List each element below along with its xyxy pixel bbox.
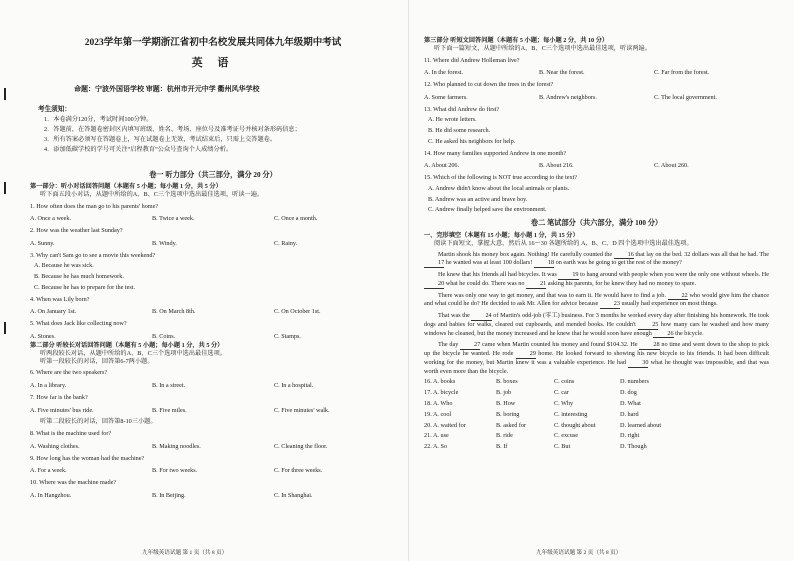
answer-option: C. For three weeks. [273,467,323,475]
cloze-blank: 30 [628,359,648,368]
option-row [30,467,396,475]
cloze-option: C. coins [554,378,575,386]
authors-line: 命题：宁波外国语学校 审题：杭州市开元中学 衢州风华学校 [74,85,260,93]
page-left [30,0,396,561]
answer-option: A. Once a week. [30,215,72,223]
cloze-options [424,378,769,451]
section-heading: 第一部分：听小对话回答问题（本题有 5 小题；每小题 1 分，共 5 分） [30,183,222,190]
option-row [30,492,396,500]
cloze-blank: 29 [516,350,536,359]
cloze-option: D. learned about [620,421,662,429]
cloze-blank: 19 [558,271,578,280]
page-footer: 九年级英语试题 第 1 页（共 8 页） [142,550,228,556]
section-instruction: 听下面一篇短文，从题中所给的A、B、C三个选项中选出最佳选项，听读两遍。 [434,44,651,52]
answer-option: C. In Shanghai. [273,491,313,499]
answer-option: A. Washing clothes. [30,442,80,450]
section-instruction: 听两段较长对话，从题中所给的A、B、C三个选项中选出最佳选项。 [40,349,226,357]
cloze-blank: 16 [614,251,634,260]
option-row [30,333,396,341]
cloze-option: B. boring [496,410,520,418]
question-text: 1. How often does the man go to his parents' home? [30,202,159,210]
question-list [424,57,769,215]
answer-option: B. On March 8th. [151,308,196,316]
answer-option: C. In a hospital. [273,382,314,389]
notice-item: 2．答题前，在答题卷密封区内填写班级、姓名、考场、座位号及准考证号并核对条形码信息； [44,125,301,133]
answer-option: B. Andrew was an active and brave boy. [428,195,528,203]
binding-mark [4,322,6,334]
passage-text: no time and went down to the shop to pick up the bicycle he wanted. He rode [424,341,770,357]
binding-mark [4,182,6,194]
section-instruction: 听下面五段小对话，从题中所给的A、B、C三个选项中选出最佳选项，听读一遍。 [40,190,264,198]
cloze-option: D. numbers [620,378,649,386]
notice-item: 3．所有答案必须写在答题卷上，写在试题卷上无效，考试结束后，只需上交答题卷。 [44,135,277,143]
answer-option: A. Some farmers. [424,93,468,101]
passage-text: The day [438,341,461,349]
question-text: 5. What does Jack like collecting now? [30,320,127,327]
listening-part-1 [30,183,396,341]
passage-paragraph [424,292,769,310]
section-heading: 一、完形填空（本题有 15 小题；每小题 1 分，共 15 分） [424,232,579,239]
cloze-blank: 17 [424,259,444,268]
page-fold [408,0,409,561]
passage-paragraph [424,271,769,289]
answer-option: B. Twice a week. [151,215,195,223]
passage-text: home. He looked forward to showing his new bicycle to his friends. It had been difficult working for the money, but Martin knew it was a valuable experience. He had [424,350,770,366]
answer-option: A. He wrote letters. [428,116,477,124]
volume-one-title: 卷一 听力部分（共三部分，满分 20 分） [149,171,277,179]
passage-text: of Martin's odd-job (零工) business. For 3 months he worked every day after finishing his homework. He took dogs and babies for walks, cleared out cupboards, and mended books. He couldn't [424,312,769,328]
cloze-option: 17. A. bicycle [424,389,459,397]
question-text: 2. How was the weather last Sunday? [30,227,123,234]
section-instruction: 听第一段较长的对话，回答第6-7两小题。 [40,357,154,365]
answer-option: A. Because he was sick. [34,262,94,270]
answer-option: C. Because he has to prepare for the test. [34,283,136,291]
passage-text: asking his parents, for he knew they had no money to spare. [546,279,697,287]
cloze-option: C. excuse [554,432,579,440]
passage-text: that lay on the bed. 32 dollars was all that he had. The [633,250,769,258]
cloze-option: C. Why [554,399,574,407]
cloze-option: B. ride [496,432,513,440]
cloze-passage [424,251,769,376]
question-text: 4. When was Lily born? [30,295,90,303]
page-footer: 九年级英语试题 第 2 页（共 8 页） [536,550,622,556]
cloze-option: D. hard [620,410,639,418]
passage-text: to hang around with people when you were the only one without wheels. He [578,271,769,278]
option-row [30,443,396,451]
binding-mark [4,88,6,100]
cloze-option: C. car [554,389,569,397]
cloze-option: D. Though [620,443,647,451]
cloze-blank: 23 [600,300,620,309]
answer-option: B. Coins. [151,332,176,340]
cloze-option: B. If [496,443,508,451]
cloze-blank: 20 [424,280,444,289]
option-row [30,215,396,223]
answer-option: A. On January 1st. [30,308,77,316]
page-right [424,0,769,561]
answer-option: C. Cleaning the floor. [273,442,328,450]
notice-list [44,116,394,156]
option-stack [30,262,396,291]
answer-option: B. Andrew's neighbors. [538,93,597,101]
answer-option: A. Five minutes' bus ride. [30,406,94,414]
question-text: 10. Where was the machine made? [30,479,117,486]
cloze-blank: 27 [460,341,480,350]
cloze-blank: 26 [653,330,673,339]
question-list [30,430,396,500]
answer-option: A. Stones. [30,332,56,340]
question-text: 7. How far is the bank? [30,393,88,401]
answer-option: A. In Hangzhou. [30,491,72,499]
answer-option: C. The local government. [653,93,717,101]
cloze-blank: 21 [526,280,546,289]
option-row [30,382,396,390]
notice-title: 考生须知： [38,106,71,113]
question-list [30,369,396,414]
cloze-section [424,232,769,451]
answer-option: B. For two weeks. [151,467,198,475]
answer-option: A. Andrew didn't know about the local animals or plants. [428,184,570,192]
answer-option: C. Once a month. [273,215,318,223]
passage-text: who would give him the chance and what could he do? He decided to ask Mr. Allen for advice because [424,291,769,308]
option-row [30,407,396,415]
section-heading: 第二部分 听较长对话回答问题（本题有 5 小题；每小题 1 分，共 5 分） [30,342,224,349]
option-stack [424,116,769,145]
option-row [424,94,769,102]
passage-text: he wanted was at least 100 dollars! [444,259,534,267]
listening-part-2 [30,342,396,500]
question-text: 14. How many families supported Andrew in one month? [424,149,567,157]
answer-option: C. Far from the forest. [653,69,710,77]
question-text: 13. What did Andrew do first? [424,105,500,113]
exam-title: 2023学年第一学期浙江省初中名校发展共同体九年级期中考试 [84,38,342,48]
answer-option: B. Near the forest. [538,69,585,77]
question-list [30,203,396,341]
passage-text: how many cars he washed and how many windows he cleaned, but the money increased and he knew that he would soon have enough [424,320,769,337]
answer-option: A. In the forest. [424,69,464,77]
question-text: 12. Who planned to cut down the trees in the forest? [424,81,554,88]
passage-text: He knew that his friends all had bicycles. It was [438,271,559,278]
answer-option: A. In a library. [30,382,67,389]
passage-text: Martin shook his money box again. Nothing! He carefully counted the [438,250,614,258]
question-text: 6. Where are the two speakers? [30,369,108,377]
cloze-option: 21. A. use [424,432,449,440]
cloze-option: 20. A. waited for [424,421,466,429]
subject-title: 英 语 [191,57,235,69]
cloze-blank: 18 [534,259,554,268]
cloze-option: B. job [496,389,512,397]
question-text: 11. Where did Andrew Holleman live? [424,56,520,64]
cloze-option: B. asked for [496,421,527,429]
listening-part-3 [424,37,769,214]
answer-option: B. In a street. [151,382,186,389]
cloze-option: D. right [620,432,640,440]
notice-item: 1．本卷满分120分，考试时间100分钟。 [44,116,153,123]
question-text: 8. What is the machine used for? [30,430,112,437]
cloze-option: D. What [620,399,641,407]
cloze-option: 18. A. Who [424,399,453,407]
section-heading: 第三部分 听短文回答问题（本题有 5 小题；每小题 2 分，共 10 分） [424,37,609,44]
option-row [424,162,769,170]
cloze-blank: 25 [638,321,658,330]
answer-option: A. For a week. [30,467,67,475]
cloze-blank: 24 [471,312,491,321]
answer-option: C. He asked his neighbors for help. [428,137,516,145]
option-stack [424,185,769,214]
passage-text: That was the [438,312,472,319]
answer-option: C. Rainy. [273,239,298,247]
cloze-option: C. But [554,443,571,451]
cloze-option: B. How [496,399,516,407]
volume-two-title: 卷二 笔试部分（共六部分，满分 100 分） [530,219,663,227]
passage-paragraph [424,312,769,338]
answer-option: A. About 206. [424,162,460,170]
answer-option: B. Five miles. [151,406,187,414]
passage-text: on earth was he going to get the rest of the money? [554,259,682,267]
answer-option: B. Making noodles. [151,442,201,450]
question-text: 15. Which of the following is NOT true according to the text? [424,174,578,181]
answer-option: B. In Beijing. [151,491,186,499]
answer-option: B. Windy. [151,239,177,247]
passage-paragraph [424,341,769,375]
passage-text: came when Martin counted his money and found $104.32. He [480,341,640,349]
cloze-option: 16. A. books [424,378,456,386]
answer-option: A. Sunny. [30,239,55,247]
passage-text: what he thought was impossible, and that was worth even more than the bicycle. [424,358,769,375]
answer-option: C. Five minutes' walk. [273,406,330,414]
section-instruction: 阅读下面短文，掌握大意，然后从 16～30 各题所给的 A、B、C、D 四个选项中选出最佳选项。 [434,239,693,247]
passage-text: There was only one way to get money, and that was to earn it. He would have to find a job. [438,291,668,299]
answer-option: B. About 216. [538,162,574,170]
answer-option: B. Because he has much homework. [34,273,124,280]
question-text: 9. How long has the woman had the machine? [30,454,145,462]
passage-text: usually had experience on most things. [619,300,718,308]
passage-text: the bicycle. [673,329,704,337]
cloze-option: C. interesting [554,410,588,418]
answer-option: B. He did some research. [428,127,491,134]
option-row [424,69,769,77]
notice-item: 4．添加低碳学校的学号可关注“启程教育”公众号查询个人成绩分析。 [44,145,233,153]
cloze-option: 19. A. cool [424,410,452,418]
option-row [30,308,396,316]
passage-paragraph [424,251,769,269]
cloze-blank: 28 [639,341,659,350]
cloze-blank: 22 [668,292,688,301]
cloze-option: C. thought about [554,421,596,429]
question-text: 3. Why can't Sam go to see a movie this weekend? [30,251,156,259]
answer-option: C. About 260. [653,162,689,170]
cloze-option: 22. A. So [424,443,448,451]
passage-text: what he could do. There was no [444,279,527,287]
answer-option: C. Andrew finally helped save the environment. [428,206,547,214]
cloze-option: D. dog [620,389,637,397]
answer-option: C. Stamps. [273,332,301,340]
cloze-option: B. boxes [496,378,518,386]
section-instruction: 听第二段较长的对话，回答第8-10三小题。 [40,418,157,426]
answer-option: C. On October 1st. [273,308,321,316]
option-row [30,240,396,248]
